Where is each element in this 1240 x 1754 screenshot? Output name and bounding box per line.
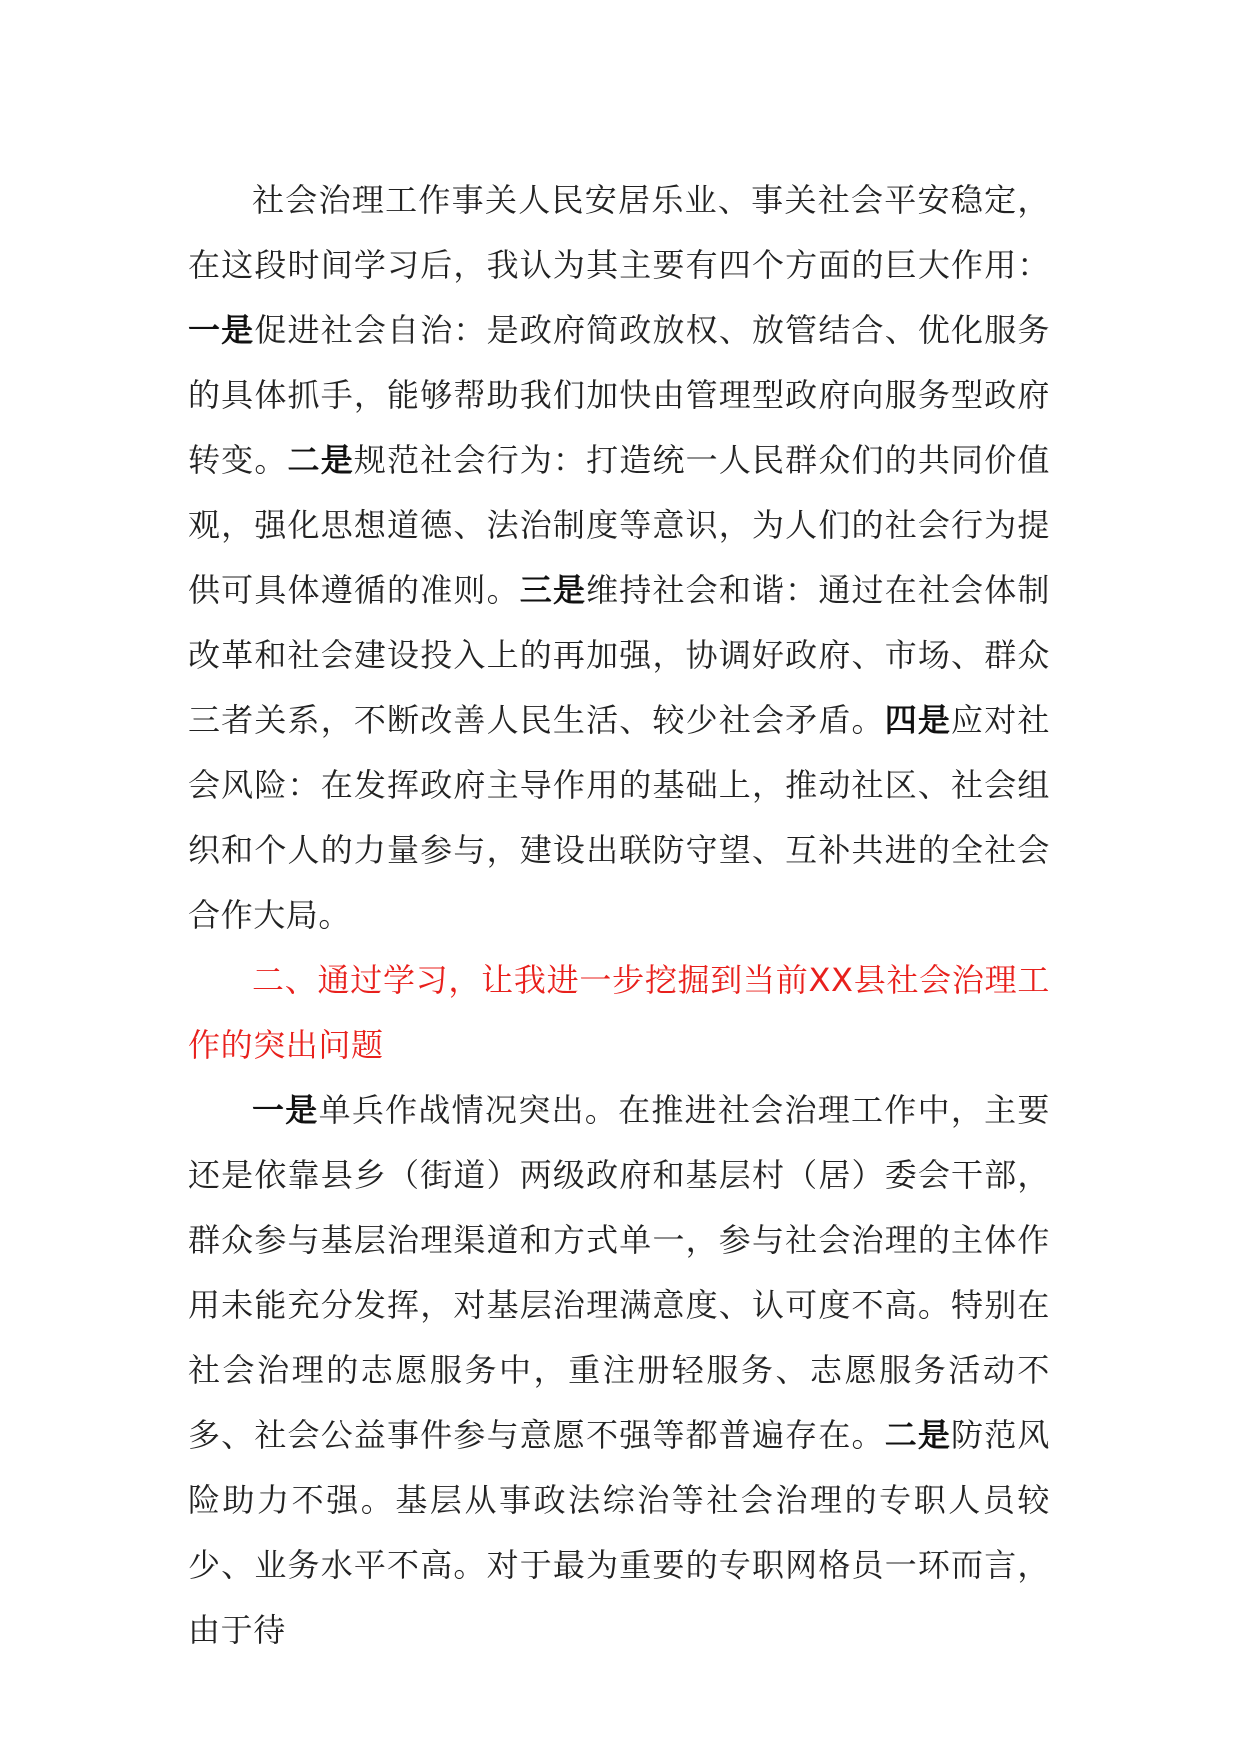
point-label-2: 二是 (287, 441, 354, 479)
section-heading: 二、通过学习，让我进一步挖掘到当前XX县社会治理工作的突出问题 (188, 961, 1050, 1064)
problem-text-1: 单兵作战情况突出。在推进社会治理工作中，主要还是依靠县乡（街道）两级政府和基层村（居）委会干部，群众参与基层治理渠道和方式单一，参与社会治理的主体作用未能充分发挥，对基层治理满意度、认可度不高。特别在社会治理的志愿服务中，重注册轻服务、志愿服务活动不多、社会公益事件参与意愿不强等都普遍存在。 (188, 1091, 1051, 1454)
point-label-4: 四是 (884, 701, 952, 739)
problem-label-2: 二是 (884, 1416, 952, 1454)
point-text-4: 应对社会风险：在发挥政府主导作用的基础上，推动社区、社会组织和个人的力量参与，建设出联防守望、互补共进的全社会合作大局。 (188, 701, 1050, 934)
point-label-3: 三是 (519, 571, 587, 609)
problem-text-2: 防范风险助力不强。基层从事政法综治等社会治理的专职人员较少、业务水平不高。对于最为重要的专职网格员一环而言，由于待 (188, 1416, 1050, 1649)
paragraph-roles (188, 168, 1050, 948)
point-text-3: 维持社会和谐：通过在社会体制改革和社会建设投入上的再加强，协调好政府、市场、群众三者关系，不断改善人民生活、较少社会矛盾。 (188, 571, 1051, 739)
paragraph-problems (188, 1078, 1050, 1663)
point-label-1: 一是 (188, 311, 255, 349)
point-text-1: 促进社会自治：是政府简政放权、放管结合、优化服务的具体抓手，能够帮助我们加快由管理型政府向服务型政府转变。 (188, 311, 1050, 479)
document-body (188, 168, 1050, 1663)
point-text-2: 规范社会行为：打造统一人民群众们的共同价值观，强化思想道德、法治制度等意识，为人们的社会行为提供可具体遵循的准则。 (188, 441, 1050, 609)
problem-label-1: 一是 (252, 1091, 319, 1129)
paragraph-intro: 社会治理工作事关人民安居乐业、事关社会平安稳定，在这段时间学习后，我认为其主要有四个方面的巨大作用： (188, 181, 1050, 284)
